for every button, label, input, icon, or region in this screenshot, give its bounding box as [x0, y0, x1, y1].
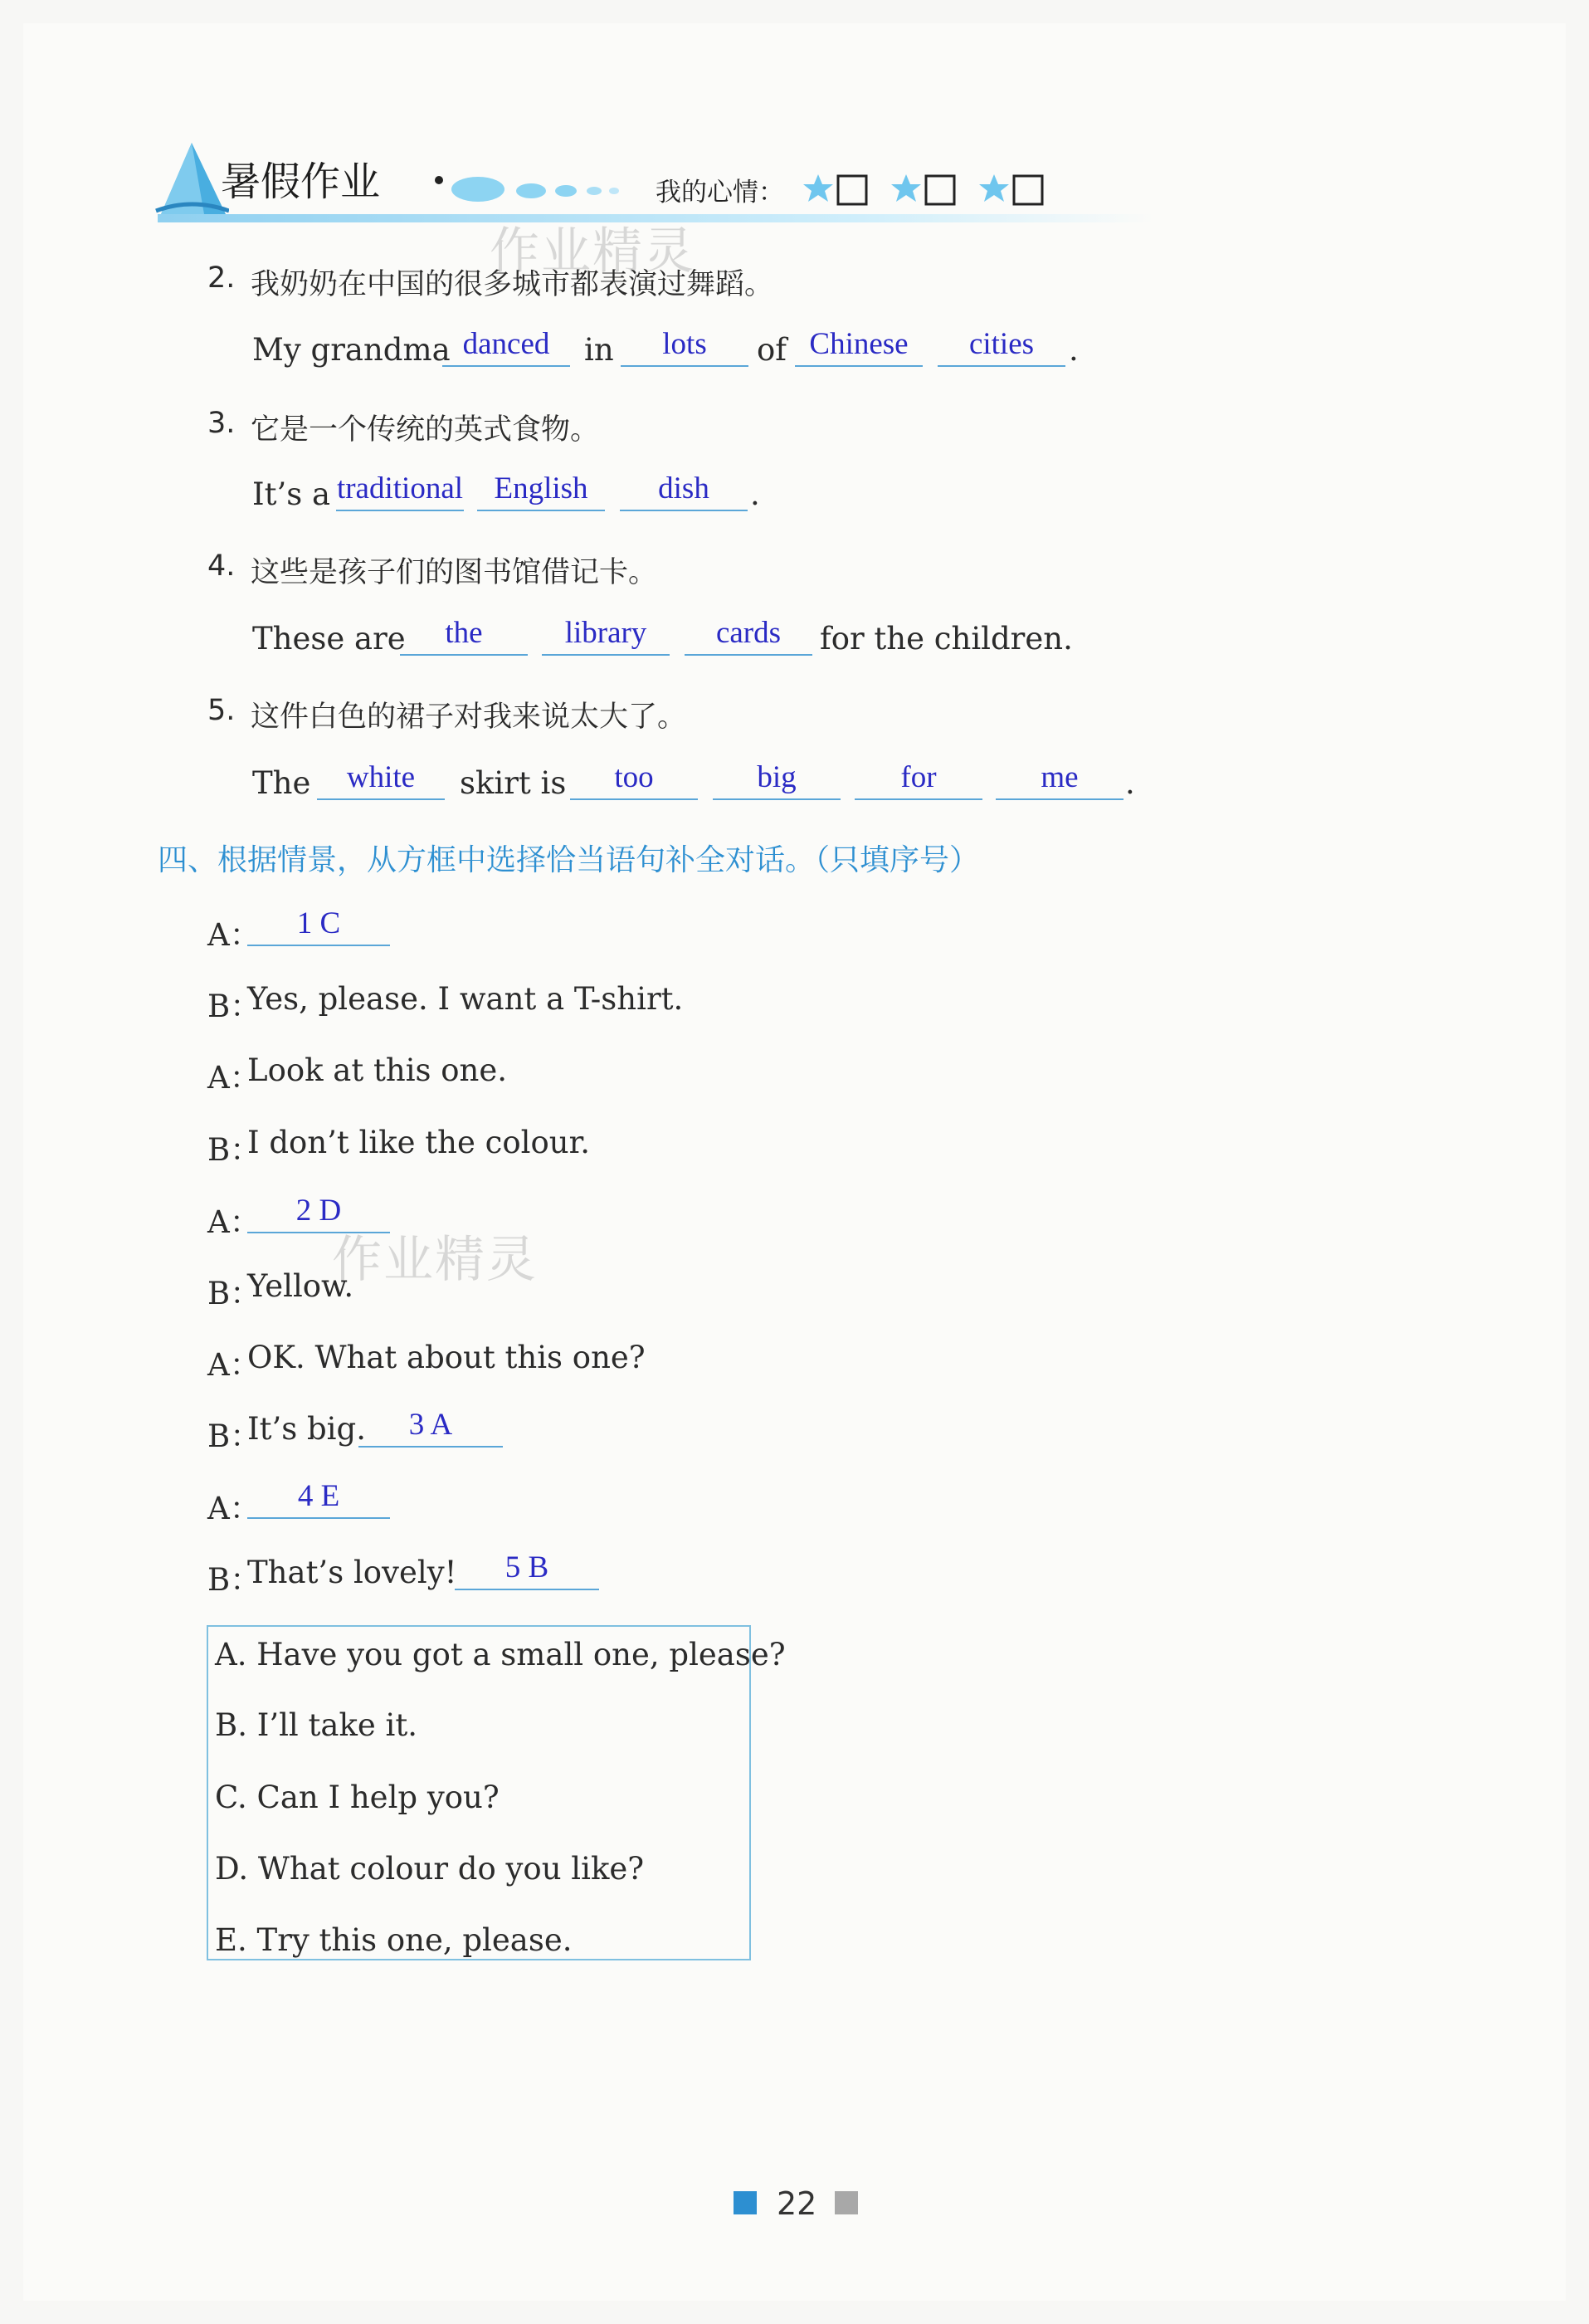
- chinese-sentence: 它是一个传统的英式食物。: [251, 413, 600, 447]
- answer-text: danced: [462, 327, 550, 361]
- answer-blank[interactable]: [620, 473, 748, 511]
- answer-text: 1 C: [296, 906, 341, 940]
- answer-blank[interactable]: [336, 473, 464, 511]
- dialogue-text: Yes, please. I want a T-shirt.: [247, 981, 684, 1017]
- answer-blank[interactable]: [358, 1409, 503, 1448]
- item-number: 3.: [207, 407, 236, 440]
- dialogue-text: Look at this one.: [247, 1052, 508, 1088]
- sentence-text: The: [252, 765, 311, 801]
- answer-blank[interactable]: [247, 1481, 390, 1519]
- sentence-text: for the children.: [820, 621, 1073, 657]
- option-b: B. I’ll take it.: [215, 1707, 417, 1743]
- chinese-sentence: 这件白色的裙子对我来说太大了。: [251, 701, 687, 734]
- answer-blank[interactable]: [795, 329, 923, 367]
- answer-text: 4 E: [297, 1479, 340, 1513]
- answer-blank[interactable]: [400, 618, 528, 656]
- chinese-sentence: 这些是孩子们的图书馆借记卡。: [251, 556, 658, 589]
- speaker-label: B：: [207, 1132, 261, 1168]
- mood-checkboxes: [803, 171, 1052, 209]
- speaker-label: A：: [207, 1347, 261, 1383]
- header-dot: [435, 176, 443, 184]
- answer-blank[interactable]: [442, 329, 570, 367]
- item-number: 2.: [207, 261, 236, 295]
- speaker-label: A：: [207, 1060, 261, 1096]
- options-box: [207, 1625, 786, 1960]
- dialogue-text: OK. What about this one?: [247, 1340, 646, 1375]
- answer-blank[interactable]: [317, 762, 445, 800]
- sentence-text: .: [750, 476, 760, 512]
- answer-blank[interactable]: [685, 618, 812, 656]
- answer-text: lots: [662, 327, 707, 361]
- answer-text: white: [346, 760, 416, 794]
- speaker-label: B：: [207, 1276, 261, 1311]
- answer-text: for: [900, 760, 937, 794]
- sentence-text: skirt is: [460, 765, 567, 801]
- chinese-sentence: 我奶奶在中国的很多城市都表演过舞蹈。: [251, 268, 774, 301]
- dialogue-text: That’s lovely!: [247, 1555, 457, 1590]
- header-title: 暑假作业: [221, 159, 381, 205]
- answer-text: Chinese: [809, 327, 909, 361]
- option-c: C. Can I help you?: [215, 1780, 500, 1815]
- bubble-decoration-icon: [448, 171, 631, 204]
- sentence-text: .: [1125, 765, 1135, 801]
- sentence-text: in: [584, 332, 614, 368]
- star-face-icon: [803, 174, 833, 202]
- option-d: D. What colour do you like?: [215, 1851, 645, 1887]
- speaker-label: A：: [207, 1491, 261, 1526]
- sail-logo-icon: [154, 139, 229, 219]
- answer-text: big: [757, 760, 797, 794]
- answer-text: dish: [658, 471, 709, 505]
- watermark: 作业精灵: [490, 222, 695, 281]
- page-marker-blue: [734, 2191, 757, 2214]
- sentence-text: of: [757, 332, 787, 368]
- item-number: 4.: [207, 549, 236, 583]
- answer-text: cities: [968, 327, 1035, 361]
- answer-blank[interactable]: [938, 329, 1065, 367]
- answer-text: 5 B: [504, 1550, 549, 1584]
- option-e: E. Try this one, please.: [215, 1922, 573, 1958]
- answer-text: English: [494, 471, 588, 505]
- speaker-label: A：: [207, 1204, 261, 1240]
- item-number: 5.: [207, 694, 236, 727]
- answer-text: traditional: [336, 471, 464, 505]
- sentence-text: These are: [252, 621, 406, 657]
- sentence-text: .: [1069, 332, 1079, 368]
- page-marker-gray: [835, 2191, 858, 2214]
- section-title: 四、根据情景，从方框中选择恰当语句补全对话。（只填序号）: [158, 843, 980, 877]
- answer-blank[interactable]: [570, 762, 698, 800]
- speaker-label: B：: [207, 1562, 261, 1598]
- mood-label: 我的心情：: [656, 178, 784, 208]
- sentence-text: It’s a: [252, 476, 331, 512]
- answer-blank[interactable]: [247, 908, 390, 946]
- answer-blank[interactable]: [542, 618, 670, 656]
- answer-text: me: [1041, 760, 1079, 794]
- answer-text: too: [614, 760, 654, 794]
- answer-blank[interactable]: [477, 473, 605, 511]
- answer-blank[interactable]: [247, 1195, 390, 1233]
- option-a: A. Have you got a small one, please?: [215, 1637, 786, 1672]
- answer-text: 2 D: [295, 1194, 342, 1228]
- dialogue-text: I don’t like the colour.: [247, 1125, 590, 1160]
- sentence-text: My grandma: [252, 332, 451, 368]
- dialogue-text: It’s big.: [247, 1411, 366, 1447]
- speaker-label: B：: [207, 1418, 261, 1454]
- answer-blank[interactable]: [455, 1552, 599, 1590]
- speaker-label: A：: [207, 917, 261, 953]
- answer-blank[interactable]: [713, 762, 841, 800]
- mood-checkbox-1: [838, 176, 866, 204]
- dialogue-text: Yellow.: [247, 1268, 354, 1304]
- speaker-label: B：: [207, 989, 261, 1024]
- answer-text: 3 A: [408, 1408, 453, 1442]
- answer-blank[interactable]: [855, 762, 982, 800]
- answer-text: cards: [715, 616, 782, 650]
- answer-text: the: [445, 616, 483, 650]
- answer-text: library: [564, 616, 647, 650]
- page-number: 22: [777, 2185, 817, 2222]
- answer-blank[interactable]: [996, 762, 1124, 800]
- watermark: 作业精灵: [332, 1231, 538, 1289]
- answer-blank[interactable]: [621, 329, 748, 367]
